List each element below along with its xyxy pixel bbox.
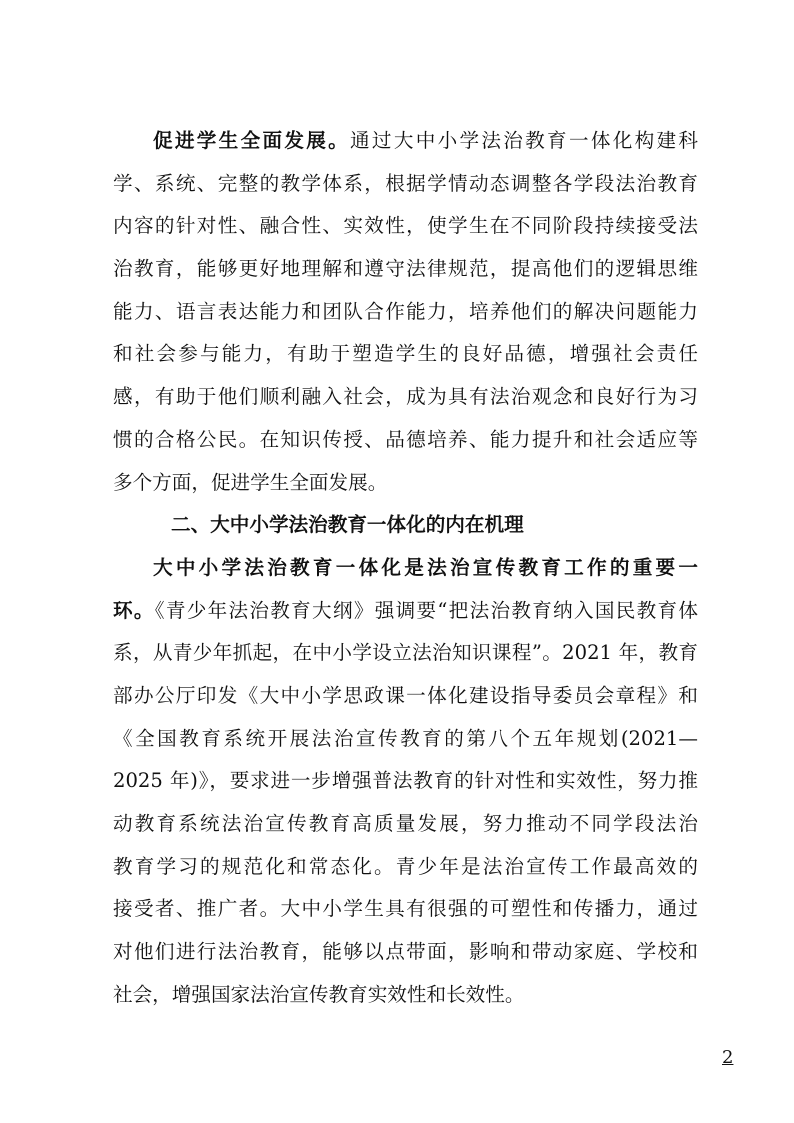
paragraph-line: 2025 年)》，要求进一步增强普法教育的针对性和实效性，努力推 [113, 769, 698, 793]
paragraph-line: 部办公厅印发《大中小学思政课一体化建设指导委员会章程》和 [113, 683, 698, 707]
page-number: 2 [722, 1047, 734, 1068]
paragraph-line: 内容的针对性、融合性、实效性，使学生在不同阶段持续接受法 [113, 214, 698, 238]
paragraph-line: 和社会参与能力，有助于塑造学生的良好品德，增强社会责任 [113, 342, 698, 366]
paragraph-lead-bold: 促进学生全面发展。 [153, 129, 351, 152]
paragraph-lead-bold: 环。 [113, 598, 155, 622]
paragraph-line [113, 590, 698, 633]
paragraph-line [113, 120, 698, 163]
paragraph-line: 感，有助于他们顺利融入社会，成为具有法治观念和良好行为习 [113, 385, 698, 409]
paragraph-lead-bold: 大中小学法治教育一体化是法治宣传教育工作的重要一 [153, 555, 698, 579]
paragraph-line: 教育学习的规范化和常态化。青少年是法治宣传工作最高效的 [113, 854, 698, 878]
paragraph-line: 接受者、推广者。大中小学生具有很强的可塑性和传播力，通过 [113, 897, 698, 921]
paragraph-line: 多个方面，促进学生全面发展。 [113, 470, 388, 494]
section-heading: 二、大中小学法治教育一体化的内在机理 [171, 513, 524, 537]
document-body [113, 120, 698, 1016]
paragraph-text: 通过大中小学法治教育一体化构建科 [350, 129, 698, 152]
paragraph-line: 《全国教育系统开展法治宣传教育的第八个五年规划(2021— [113, 726, 698, 750]
paragraph-text: 《青少年法治教育大纲》强调要“把法治教育纳入国民教育体 [154, 598, 698, 622]
paragraph-line: 治教育，能够更好地理解和遵守法律规范，提高他们的逻辑思维 [113, 257, 698, 281]
paragraph-line: 社会，增强国家法治宣传教育实效性和长效性。 [113, 982, 525, 1006]
paragraph-line: 惯的合格公民。在知识传授、品德培养、能力提升和社会适应等 [113, 427, 698, 451]
paragraph-line: 对他们进行法治教育，能够以点带面，影响和带动家庭、学校和 [113, 940, 698, 964]
paragraph-line: 能力、语言表达能力和团队合作能力，培养他们的解决问题能力 [113, 299, 698, 323]
paragraph-line: 动教育系统法治宣传教育高质量发展，努力推动不同学段法治 [113, 812, 698, 835]
paragraph-line: 系，从青少年抓起，在中小学设立法治知识课程”。2021 年，教育 [113, 641, 698, 665]
paragraph-line: 学、系统、完整的教学体系，根据学情动态调整各学段法治教育 [113, 171, 698, 195]
